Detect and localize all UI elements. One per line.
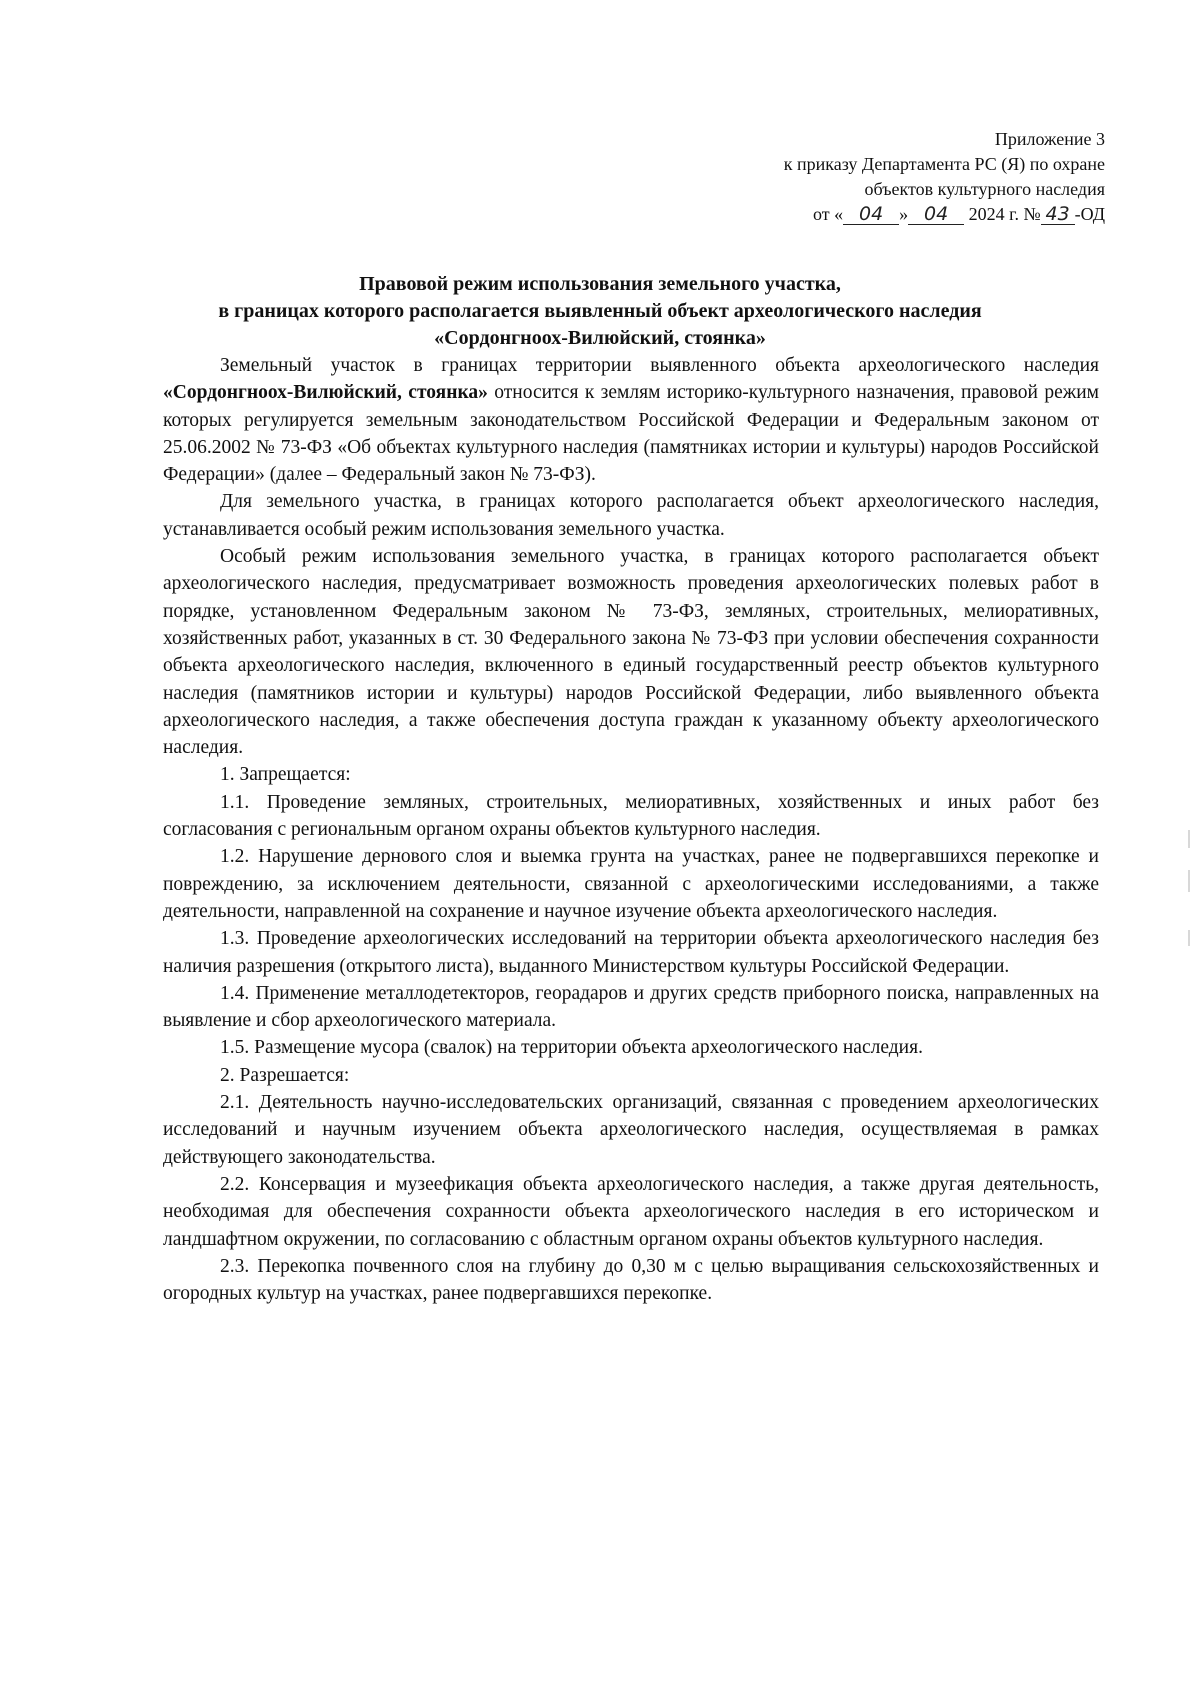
item-2-3: 2.3. Перекопка почвенного слоя на глубину до 0,30 м с целью выращивания сельскохозяйственных и огородных культур на участках, ранее подвергавшихся перекопке. (163, 1255, 1099, 1305)
order-year: 2024 г. № (968, 204, 1041, 224)
section-prohibited: 1. Запрещается: (220, 764, 351, 786)
paragraph-text: Земельный участок в границах территории выявленного объекта археологического наследия (220, 355, 1099, 376)
order-date-line (784, 202, 1105, 227)
item-1-5: 1.5. Размещение мусора (свалок) на территории объекта археологического наследия. (220, 1037, 923, 1059)
date-quote: » (899, 204, 909, 224)
item-2-1: 2.1. Деятельность научно-исследовательских организаций, связанная с проведением археологических исследований и научным изучением объекта археологического наследия, осуществляемая в рамках действующего законодательства. (163, 1092, 1099, 1168)
paragraph-text: относится к землям историко-культурного назначения, правовой режим которых регулируется земельным законодательством Российской Федерации и Федеральным законом от 25.06.2002 № 73-ФЗ «Об объектах культурного наследия (памятниках истории и культуры) народов Российской Федерации» (далее – Федеральный закон № 73-ФЗ). (163, 382, 1099, 486)
paragraph-land-status (163, 352, 1099, 488)
order-suffix: -ОД (1074, 204, 1105, 224)
title-line-2: в границах которого располагается выявленный объект археологического наследия (218, 300, 982, 322)
item-1-2: 1.2. Нарушение дернового слоя и выемка грунта на участках, ранее не подвергавшихся перекопке и повреждению, за исключением деятельности, связанной с археологическими исследованиями, а также деятельности, направленной на сохранение и научное изучение объекта археологического наследия. (163, 846, 1099, 922)
paragraph-special-regime: Для земельного участка, в границах которого располагается объект археологического наследия, устанавливается особый режим использования земельного участка. (163, 491, 1099, 540)
item-2-2: 2.2. Консервация и музеефикация объекта археологического наследия, а также другая деятельность, необходимая для обеспечения сохранности объекта археологического наследия в его историческом и ландшафтном окружении, по согласованию с областным органом охраны объектов культурного наследия. (163, 1173, 1099, 1250)
item-1-3: 1.3. Проведение археологических исследований на территории объекта археологического наследия без наличия разрешения (открытого листа), выданного Министерством культуры Российской Федерации. (163, 928, 1099, 977)
department-name: объектов культурного наследия (864, 179, 1105, 199)
item-1-4: 1.4. Применение металлодетекторов, георадаров и других средств приборного поиска, направленных на выявление и сбор археологического материала. (163, 982, 1099, 1032)
title-line-1: Правовой режим использования земельного участка, (359, 273, 841, 295)
handwritten-month: 04 (908, 204, 964, 225)
document-body (163, 352, 1099, 1307)
appendix-header (784, 127, 1105, 227)
section-allowed: 2. Разрешается: (220, 1064, 350, 1086)
paragraph-regime-details: Особый режим использования земельного участка, в границах которого располагается объект археологического наследия, предусматривает возможность проведения археологических полевых работ в порядке, установленном Федеральным законом № 73-ФЗ, земляных, строительных, мелиоративных, хозяйственных работ, указанных в ст. 30 Федерального закона № 73-ФЗ при условии обеспечения сохранности объекта археологического наследия, включенного в единый государственный реестр объектов культурного наследия (памятников истории и культуры) народов Российской Федерации, либо выявленного объекта археологического наследия, а также обеспечения доступа граждан к указанному объекту археологического наследия. (163, 546, 1099, 759)
handwritten-order-number: 43 (1041, 204, 1075, 225)
title-line-3: «Сордонгноох-Вилюйский, стоянка» (434, 327, 766, 349)
order-reference: к приказу Департамента РС (Я) по охране (783, 154, 1105, 174)
date-prefix: от « (812, 204, 844, 224)
scan-artifact-line (1188, 830, 1190, 848)
scan-artifact-line (1188, 870, 1190, 892)
appendix-label: Приложение 3 (994, 129, 1105, 149)
document-title (0, 271, 1200, 352)
handwritten-day: 04 (843, 204, 899, 225)
site-name: «Сордонгноох-Вилюйский, стоянка» (163, 382, 488, 404)
scan-artifact-line (1188, 930, 1190, 946)
item-1-1: 1.1. Проведение земляных, строительных, мелиоративных, хозяйственных и иных работ без согласования с региональным органом охраны объектов культурного наследия. (163, 791, 1099, 841)
